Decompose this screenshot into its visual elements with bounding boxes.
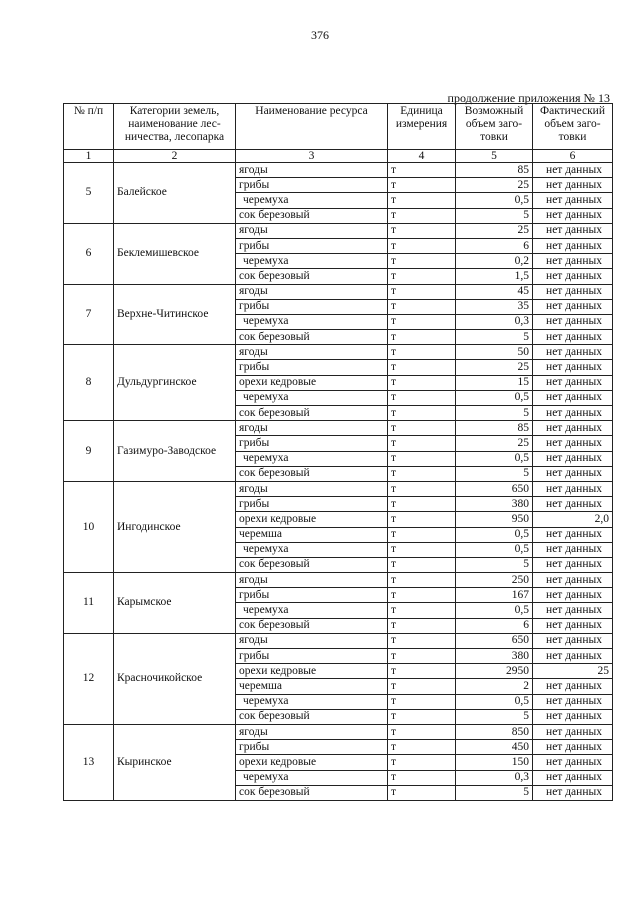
possible-volume: 167 <box>456 588 533 603</box>
resource-name: ягоды <box>236 573 388 588</box>
resource-name: орехи кедровые <box>236 375 388 390</box>
possible-volume: 5 <box>456 557 533 572</box>
possible-volume: 5 <box>456 466 533 481</box>
unit: т <box>388 284 456 299</box>
unit: т <box>388 633 456 648</box>
unit: т <box>388 603 456 618</box>
forestry-name: Ингодинское <box>114 481 236 572</box>
actual-volume: нет данных <box>533 588 613 603</box>
unit: т <box>388 466 456 481</box>
unit: т <box>388 664 456 679</box>
possible-volume: 5 <box>456 406 533 421</box>
possible-volume: 150 <box>456 755 533 770</box>
actual-volume: 2,0 <box>533 512 613 527</box>
possible-volume: 950 <box>456 512 533 527</box>
header-unit: Единица измерения <box>388 104 456 150</box>
column-number: 3 <box>236 150 388 163</box>
resource-name: сок березовый <box>236 618 388 633</box>
table-row <box>64 163 613 178</box>
unit: т <box>388 223 456 238</box>
header-number: № п/п <box>64 104 114 150</box>
table-row <box>64 284 613 299</box>
resource-name: черемша <box>236 527 388 542</box>
resource-name: черемуха <box>236 542 388 557</box>
unit: т <box>388 770 456 785</box>
possible-volume: 380 <box>456 649 533 664</box>
unit: т <box>388 330 456 345</box>
possible-volume: 25 <box>456 360 533 375</box>
column-number: 6 <box>533 150 613 163</box>
actual-volume: нет данных <box>533 330 613 345</box>
resource-name: ягоды <box>236 481 388 496</box>
table-row <box>64 223 613 238</box>
group-number: 5 <box>64 163 114 224</box>
possible-volume: 35 <box>456 299 533 314</box>
possible-volume: 25 <box>456 436 533 451</box>
resource-name: черемша <box>236 679 388 694</box>
unit: т <box>388 512 456 527</box>
unit: т <box>388 724 456 739</box>
possible-volume: 1,5 <box>456 269 533 284</box>
resource-name: черемуха <box>236 193 388 208</box>
resource-name: грибы <box>236 740 388 755</box>
possible-volume: 0,5 <box>456 193 533 208</box>
forestry-name: Балейское <box>114 163 236 224</box>
unit: т <box>388 345 456 360</box>
resource-name: ягоды <box>236 345 388 360</box>
possible-volume: 650 <box>456 633 533 648</box>
unit: т <box>388 375 456 390</box>
header-actual-volume: Фактический объем заго-товки <box>533 104 613 150</box>
actual-volume: нет данных <box>533 193 613 208</box>
actual-volume: нет данных <box>533 163 613 178</box>
resource-name: грибы <box>236 299 388 314</box>
resource-name: орехи кедровые <box>236 664 388 679</box>
resource-name: грибы <box>236 360 388 375</box>
actual-volume: нет данных <box>533 770 613 785</box>
actual-volume: нет данных <box>533 375 613 390</box>
possible-volume: 6 <box>456 238 533 253</box>
possible-volume: 0,5 <box>456 390 533 405</box>
actual-volume: нет данных <box>533 345 613 360</box>
resource-name: черемуха <box>236 254 388 269</box>
actual-volume: нет данных <box>533 421 613 436</box>
column-number: 1 <box>64 150 114 163</box>
group-number: 8 <box>64 345 114 421</box>
possible-volume: 0,5 <box>456 527 533 542</box>
unit: т <box>388 178 456 193</box>
possible-volume: 85 <box>456 421 533 436</box>
continuation-note: продолжение приложения № 13 <box>447 91 610 105</box>
table-body <box>64 163 613 801</box>
actual-volume: нет данных <box>533 223 613 238</box>
actual-volume: нет данных <box>533 284 613 299</box>
actual-volume: нет данных <box>533 709 613 724</box>
unit: т <box>388 709 456 724</box>
column-number: 4 <box>388 150 456 163</box>
resource-name: ягоды <box>236 633 388 648</box>
unit: т <box>388 163 456 178</box>
unit: т <box>388 694 456 709</box>
possible-volume: 25 <box>456 223 533 238</box>
header-possible-volume: Возможный объем заго-товки <box>456 104 533 150</box>
possible-volume: 0,5 <box>456 451 533 466</box>
actual-volume: нет данных <box>533 557 613 572</box>
actual-volume: нет данных <box>533 269 613 284</box>
resource-name: грибы <box>236 588 388 603</box>
actual-volume: нет данных <box>533 406 613 421</box>
unit: т <box>388 193 456 208</box>
possible-volume: 5 <box>456 208 533 223</box>
possible-volume: 250 <box>456 573 533 588</box>
resource-name: орехи кедровые <box>236 755 388 770</box>
possible-volume: 0,3 <box>456 314 533 329</box>
unit: т <box>388 649 456 664</box>
column-number: 2 <box>114 150 236 163</box>
unit: т <box>388 557 456 572</box>
table-row <box>64 724 613 739</box>
unit: т <box>388 390 456 405</box>
actual-volume: нет данных <box>533 679 613 694</box>
forestry-name: Красночикойское <box>114 633 236 724</box>
actual-volume: нет данных <box>533 451 613 466</box>
actual-volume: нет данных <box>533 603 613 618</box>
possible-volume: 25 <box>456 178 533 193</box>
actual-volume: нет данных <box>533 178 613 193</box>
group-number: 12 <box>64 633 114 724</box>
unit: т <box>388 679 456 694</box>
unit: т <box>388 740 456 755</box>
actual-volume: нет данных <box>533 618 613 633</box>
actual-volume: нет данных <box>533 527 613 542</box>
unit: т <box>388 588 456 603</box>
possible-volume: 850 <box>456 724 533 739</box>
possible-volume: 0,2 <box>456 254 533 269</box>
actual-volume: нет данных <box>533 573 613 588</box>
resource-name: грибы <box>236 649 388 664</box>
unit: т <box>388 421 456 436</box>
resource-name: черемуха <box>236 694 388 709</box>
resource-name: сок березовый <box>236 785 388 800</box>
table-row <box>64 421 613 436</box>
possible-volume: 6 <box>456 618 533 633</box>
table-row <box>64 481 613 496</box>
actual-volume: нет данных <box>533 755 613 770</box>
actual-volume: нет данных <box>533 360 613 375</box>
resource-name: ягоды <box>236 163 388 178</box>
possible-volume: 45 <box>456 284 533 299</box>
unit: т <box>388 208 456 223</box>
actual-volume: нет данных <box>533 542 613 557</box>
possible-volume: 0,5 <box>456 542 533 557</box>
resource-name: сок березовый <box>236 557 388 572</box>
unit: т <box>388 573 456 588</box>
column-number: 5 <box>456 150 533 163</box>
group-number: 7 <box>64 284 114 345</box>
table-row <box>64 573 613 588</box>
resource-name: черемуха <box>236 451 388 466</box>
table-row <box>64 633 613 648</box>
group-number: 13 <box>64 724 114 800</box>
resource-name: сок березовый <box>236 269 388 284</box>
resource-name: сок березовый <box>236 406 388 421</box>
actual-volume: нет данных <box>533 497 613 512</box>
actual-volume: нет данных <box>533 633 613 648</box>
group-number: 11 <box>64 573 114 634</box>
actual-volume: нет данных <box>533 694 613 709</box>
table-row <box>64 345 613 360</box>
group-number: 9 <box>64 421 114 482</box>
possible-volume: 450 <box>456 740 533 755</box>
resource-name: сок березовый <box>236 709 388 724</box>
resource-name: черемуха <box>236 390 388 405</box>
resource-name: грибы <box>236 497 388 512</box>
actual-volume: нет данных <box>533 785 613 800</box>
forestry-name: Дульдургинское <box>114 345 236 421</box>
unit: т <box>388 254 456 269</box>
possible-volume: 50 <box>456 345 533 360</box>
resource-name: ягоды <box>236 284 388 299</box>
unit: т <box>388 314 456 329</box>
actual-volume: нет данных <box>533 481 613 496</box>
unit: т <box>388 269 456 284</box>
unit: т <box>388 406 456 421</box>
unit: т <box>388 542 456 557</box>
actual-volume: нет данных <box>533 724 613 739</box>
possible-volume: 380 <box>456 497 533 512</box>
actual-volume: нет данных <box>533 299 613 314</box>
unit: т <box>388 299 456 314</box>
resource-name: сок березовый <box>236 330 388 345</box>
unit: т <box>388 360 456 375</box>
resource-name: сок березовый <box>236 208 388 223</box>
possible-volume: 15 <box>456 375 533 390</box>
resource-name: сок березовый <box>236 466 388 481</box>
possible-volume: 0,3 <box>456 770 533 785</box>
actual-volume: нет данных <box>533 649 613 664</box>
actual-volume: нет данных <box>533 238 613 253</box>
header-resource: Наименование ресурса <box>236 104 388 150</box>
possible-volume: 2 <box>456 679 533 694</box>
header-row <box>64 104 613 150</box>
resource-name: ягоды <box>236 223 388 238</box>
actual-volume: нет данных <box>533 314 613 329</box>
resource-name: грибы <box>236 238 388 253</box>
unit: т <box>388 238 456 253</box>
forestry-name: Газимуро-Заводское <box>114 421 236 482</box>
page-number: 376 <box>311 28 329 42</box>
resource-name: ягоды <box>236 421 388 436</box>
column-number-row <box>64 150 613 163</box>
unit: т <box>388 755 456 770</box>
unit: т <box>388 785 456 800</box>
resource-name: черемуха <box>236 770 388 785</box>
group-number: 10 <box>64 481 114 572</box>
actual-volume: 25 <box>533 664 613 679</box>
unit: т <box>388 618 456 633</box>
unit: т <box>388 481 456 496</box>
resource-table <box>63 103 613 801</box>
unit: т <box>388 436 456 451</box>
actual-volume: нет данных <box>533 208 613 223</box>
actual-volume: нет данных <box>533 436 613 451</box>
possible-volume: 5 <box>456 330 533 345</box>
resource-name: черемуха <box>236 603 388 618</box>
possible-volume: 5 <box>456 785 533 800</box>
forestry-name: Беклемишевское <box>114 223 236 284</box>
possible-volume: 2950 <box>456 664 533 679</box>
possible-volume: 0,5 <box>456 694 533 709</box>
actual-volume: нет данных <box>533 466 613 481</box>
resource-name: грибы <box>236 436 388 451</box>
actual-volume: нет данных <box>533 254 613 269</box>
unit: т <box>388 527 456 542</box>
resource-name: ягоды <box>236 724 388 739</box>
resource-name: грибы <box>236 178 388 193</box>
forestry-name: Карымское <box>114 573 236 634</box>
header-category: Категории земель, наименование лес-ничества, лесопарка <box>114 104 236 150</box>
resource-name: орехи кедровые <box>236 512 388 527</box>
possible-volume: 5 <box>456 709 533 724</box>
actual-volume: нет данных <box>533 740 613 755</box>
unit: т <box>388 497 456 512</box>
resource-name: черемуха <box>236 314 388 329</box>
forestry-name: Верхне-Читинское <box>114 284 236 345</box>
actual-volume: нет данных <box>533 390 613 405</box>
possible-volume: 85 <box>456 163 533 178</box>
group-number: 6 <box>64 223 114 284</box>
forestry-name: Кыринское <box>114 724 236 800</box>
unit: т <box>388 451 456 466</box>
possible-volume: 0,5 <box>456 603 533 618</box>
possible-volume: 650 <box>456 481 533 496</box>
